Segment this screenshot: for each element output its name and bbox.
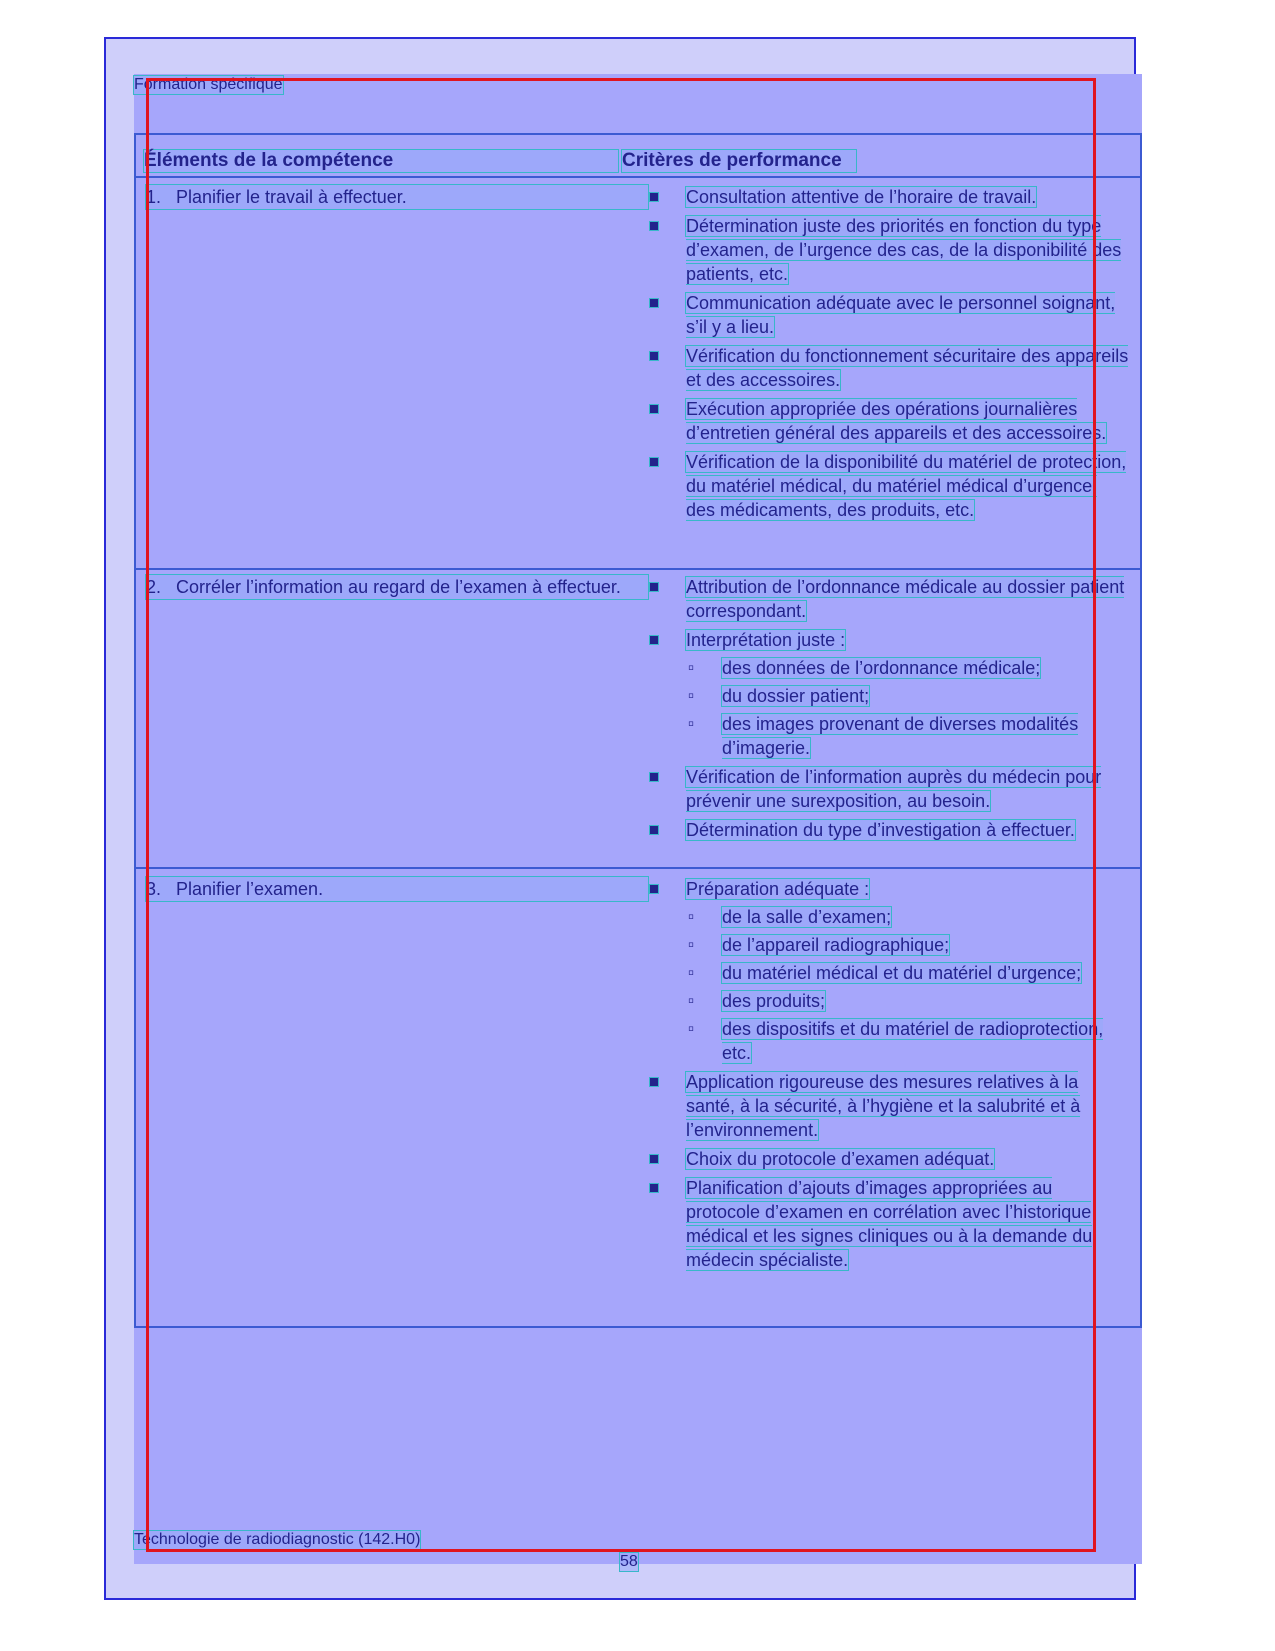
bullet-icon <box>650 885 658 893</box>
sub-criterion: ▫ du dossier patient; <box>688 686 870 706</box>
bullet-icon <box>650 222 658 230</box>
running-footer: Technologie de radiodiagnostic (142.H0) <box>134 1531 421 1548</box>
bullet-icon <box>650 1078 658 1086</box>
element-1 <box>146 185 648 209</box>
bullet-icon <box>650 583 658 591</box>
bullet-icon <box>650 299 658 307</box>
sub-bullet-icon: ▫ <box>688 991 695 1010</box>
element-number: 2. <box>146 577 162 597</box>
criterion: Vérification de la disponibilité du matériel de protection, du matériel médical, du matériel médical d’urgence, des médicaments, des produits, etc. <box>650 450 1130 522</box>
criterion: Détermination du type d’investigation à effectuer. <box>650 818 1130 842</box>
sub-criterion: ▫ des dispositifs et du matériel de radioprotection, etc. <box>688 1019 1104 1063</box>
sub-bullet-icon: ▫ <box>688 714 695 733</box>
element-2 <box>146 575 648 599</box>
criterion: Détermination juste des priorités en fonction du type d’examen, de l’urgence des cas, de la disponibilité des patients, etc. <box>650 214 1130 286</box>
element-text: Corréler l’information au regard de l’examen à effectuer. <box>176 577 621 597</box>
criterion: Application rigoureuse des mesures relatives à la santé, à la sécurité, à l’hygiène et la salubrité et à l’environnement. <box>650 1070 1130 1142</box>
sub-criterion: ▫ de la salle d’examen; <box>688 907 892 927</box>
criterion: Consultation attentive de l’horaire de travail. <box>650 185 1130 209</box>
criterion: Préparation adéquate : ▫ de la salle d’examen; ▫ de l’appareil radiographique; ▫ du matériel médical et du matériel d’urgence; ▫ des produits; ▫ des dispositifs et du matériel de radioprotection, etc. <box>650 877 1130 1065</box>
sub-bullet-icon: ▫ <box>688 935 695 954</box>
criterion: Planification d’ajouts d’images appropriées au protocole d’examen en corrélation avec l’historique médical et les signes cliniques ou à la demande du médecin spécialiste. <box>650 1176 1130 1272</box>
row-divider <box>136 568 1140 570</box>
running-header: Formation spécifique <box>134 76 283 93</box>
competence-table <box>134 133 1142 1328</box>
bullet-icon <box>650 458 658 466</box>
column-header-elements: Éléments de la compétence <box>144 150 618 172</box>
bullet-icon <box>650 352 658 360</box>
criteria-list-3 <box>650 877 1130 1277</box>
criterion: Attribution de l’ordonnance médicale au dossier patient correspondant. <box>650 575 1130 623</box>
sub-criterion: ▫ des images provenant de diverses modalités d’imagerie. <box>688 714 1079 758</box>
bullet-icon <box>650 193 658 201</box>
bullet-icon <box>650 773 658 781</box>
criterion: Exécution appropriée des opérations journalières d’entretien général des appareils et des accessoires. <box>650 397 1130 445</box>
criterion: Communication adéquate avec le personnel soignant, s’il y a lieu. <box>650 291 1130 339</box>
sub-criterion: ▫ du matériel médical et du matériel d’urgence; <box>688 963 1082 983</box>
row-divider <box>136 867 1140 869</box>
sub-criterion: ▫ de l’appareil radiographique; <box>688 935 950 955</box>
header-divider <box>136 176 1140 178</box>
criterion: Choix du protocole d’examen adéquat. <box>650 1147 1130 1171</box>
bullet-icon <box>650 1184 658 1192</box>
element-number: 3. <box>146 879 162 899</box>
sub-bullet-icon: ▫ <box>688 686 695 705</box>
criterion: Vérification du fonctionnement sécuritaire des appareils et des accessoires. <box>650 344 1130 392</box>
criterion: Vérification de l’information auprès du médecin pour prévenir une surexposition, au besoin. <box>650 765 1130 813</box>
sub-bullet-icon: ▫ <box>688 907 695 926</box>
element-text: Planifier le travail à effectuer. <box>176 187 407 207</box>
sub-bullet-icon: ▫ <box>688 1019 695 1038</box>
sub-criterion: ▫ des données de l’ordonnance médicale; <box>688 658 1041 678</box>
page-number: 58 <box>620 1553 638 1570</box>
sub-bullet-icon: ▫ <box>688 658 695 677</box>
column-header-criteria: Critères de performance <box>622 150 856 172</box>
criteria-list-2 <box>650 575 1130 847</box>
sub-bullet-icon: ▫ <box>688 963 695 982</box>
bullet-icon <box>650 405 658 413</box>
bullet-icon <box>650 1155 658 1163</box>
criterion: Interprétation juste : ▫ des données de l’ordonnance médicale; ▫ du dossier patient; ▫ des images provenant de diverses modalités d’imagerie. <box>650 628 1130 760</box>
criteria-list-1 <box>650 185 1130 527</box>
bullet-icon <box>650 826 658 834</box>
element-3 <box>146 877 648 901</box>
element-number: 1. <box>146 187 162 207</box>
sub-criterion: ▫ des produits; <box>688 991 826 1011</box>
bullet-icon <box>650 636 658 644</box>
element-text: Planifier l’examen. <box>176 879 324 899</box>
